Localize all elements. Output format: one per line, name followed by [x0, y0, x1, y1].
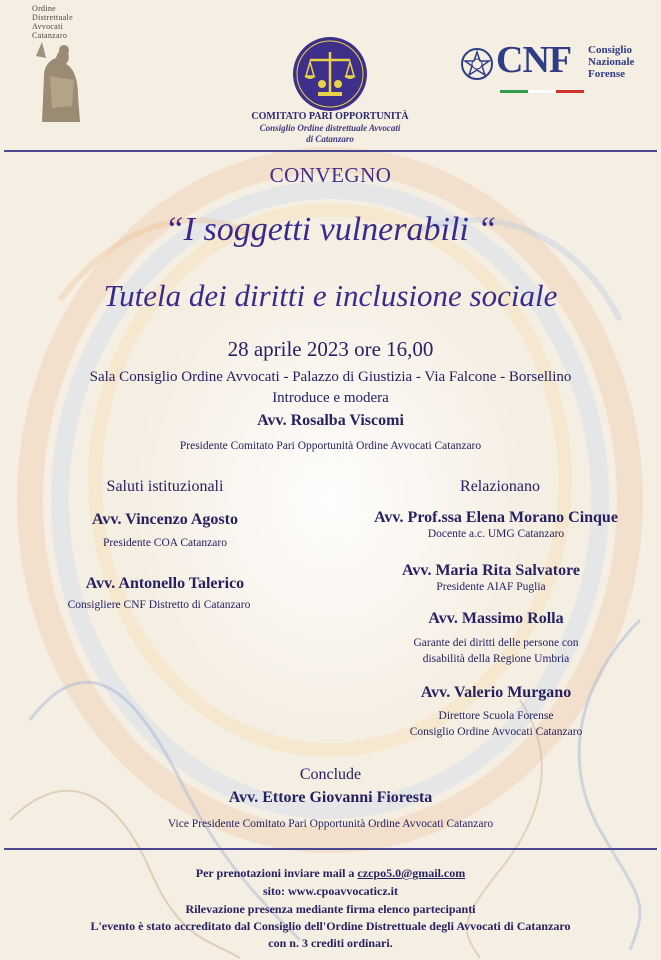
relazionano-speaker-role: Consiglio Ordine Avvocati Catanzaro: [409, 726, 583, 738]
cnf-acronym: CNF: [496, 39, 572, 81]
conclude-role: Vice Presidente Comitato Pari Opportunità Ordine Avvocati Catanzaro: [167, 818, 494, 830]
relazionano-speaker-role: disabilità della Regione Umbria: [422, 653, 570, 665]
event-location: Sala Consiglio Ordine Avvocati - Palazzo di Giustizia - Via Falcone - Borsellino: [89, 369, 572, 385]
italian-emblem-icon: [460, 45, 494, 83]
ordine-logo-line: Ordine: [32, 4, 57, 13]
relazionano-speaker-name: Avv. Prof.ssa Elena Morano Cinque: [374, 509, 618, 526]
relazionano-speaker-name: Avv. Maria Rita Salvatore: [401, 562, 581, 579]
cpo-scales-icon: [292, 36, 368, 112]
footer-divider: [4, 848, 657, 850]
relazionano-speaker-role: Direttore Scuola Forense: [438, 710, 554, 722]
attendance-line: Rilevazione presenza mediante firma elenco partecipanti: [185, 902, 476, 916]
tricolor-bar: [500, 80, 586, 83]
relazionano-speaker-role: Docente a.c. UMG Catanzaro: [427, 528, 565, 540]
event-type: CONVEGNO: [269, 163, 392, 187]
ordine-logo: [28, 4, 90, 124]
justice-statue-icon: [28, 36, 90, 126]
ordine-logo-line: Catanzaro: [32, 31, 68, 40]
saluti-speaker-name: Avv. Vincenzo Agosto: [92, 511, 238, 528]
saluti-speaker-role: Consigliere CNF Distretto di Catanzaro: [67, 599, 251, 611]
conclude-label: Conclude: [299, 766, 362, 783]
conclude-name: Avv. Ettore Giovanni Fioresta: [228, 789, 433, 806]
cnf-line: Forense: [588, 68, 626, 80]
accreditation-line: L'evento è stato accreditato dal Consiglio dell'Ordine Distrettuale degli Avvocati di Catanzaro: [90, 919, 571, 933]
booking-prefix: Per prenotazioni inviare mail a: [195, 866, 358, 880]
saluti-speaker-role: Presidente COA Catanzaro: [103, 537, 227, 549]
cpo-title: COMITATO PARI OPPORTUNITÀ: [251, 111, 409, 122]
relazionano-speaker-name: Avv. Massimo Rolla: [428, 610, 564, 627]
event-title: “I soggetti vulnerabili “: [164, 211, 497, 248]
relazionano-speaker-role: Presidente AIAF Puglia: [436, 581, 546, 593]
site-line: sito: www.cpoavvocaticz.it: [263, 884, 398, 898]
relazionano-speaker-role: Garante dei diritti delle persone con: [413, 637, 579, 649]
email-link[interactable]: czcpo5.0@gmail.com: [357, 866, 466, 880]
event-subtitle: Tutela dei diritti e inclusione sociale: [103, 278, 558, 313]
saluti-heading: Saluti istituzionali: [106, 478, 224, 495]
relazionano-speaker-name: Avv. Valerio Murgano: [420, 684, 572, 701]
ordine-logo-line: Distrettuale: [32, 13, 73, 22]
moderator-role: Presidente Comitato Pari Opportunità Ordine Avvocati Catanzaro: [179, 440, 482, 452]
moderator-name: Avv. Rosalba Viscomi: [257, 412, 404, 429]
intro-label: Introduce e modera: [272, 390, 389, 406]
relazionano-heading: Relazionano: [460, 478, 540, 495]
cpo-subtitle: di Catanzaro: [306, 134, 354, 144]
header-divider: [4, 150, 657, 152]
cnf-line: Nazionale: [588, 56, 635, 68]
event-datetime: 28 aprile 2023 ore 16,00: [227, 337, 434, 361]
ordine-logo-line: Avvocati: [32, 22, 64, 31]
cpo-subtitle: Consiglio Ordine distrettuale Avvocati: [259, 123, 401, 133]
booking-line: [0, 866, 661, 881]
accreditation-line: con n. 3 crediti ordinari.: [268, 936, 393, 950]
saluti-speaker-name: Avv. Antonello Talerico: [85, 575, 245, 592]
cnf-line: Consiglio: [588, 44, 633, 56]
